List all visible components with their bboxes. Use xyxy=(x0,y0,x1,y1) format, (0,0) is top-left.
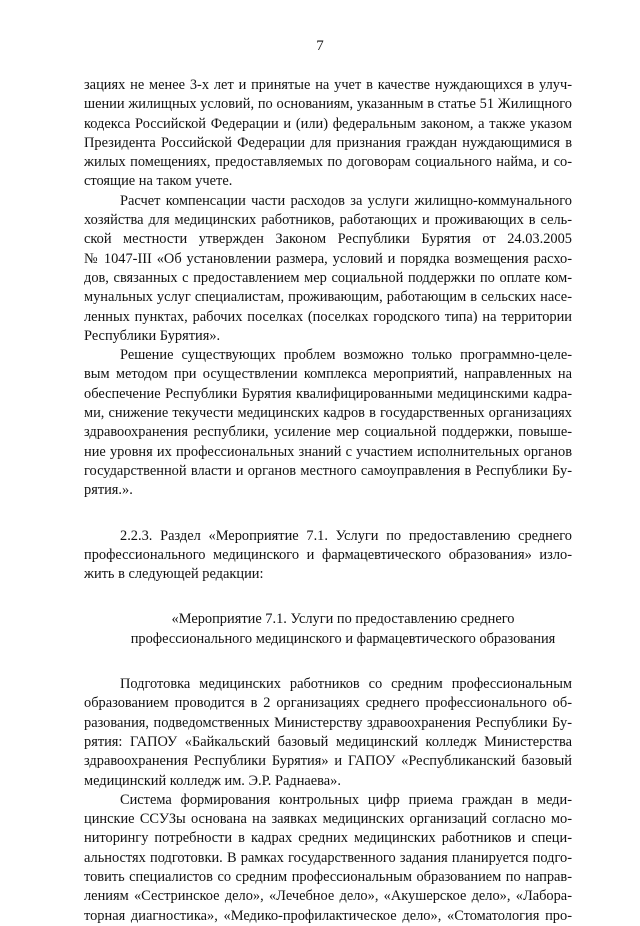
text-line: хозяйства для медицинских работников, работающих и проживающих в сель- xyxy=(84,212,572,229)
text-line: ской местности утвержден Законом Республики Бурятия от 24.03.2005 xyxy=(84,231,572,248)
heading-line: «Мероприятие 7.1. Услуги по предоставлению среднего xyxy=(171,611,515,628)
text-line: здравоохранения Республики Бурятия» и ГАПОУ «Республиканский базовый xyxy=(84,753,572,770)
text-line: ми, снижение текучести медицинских кадров в государственных организациях xyxy=(84,405,572,422)
text-line: цинские ССУЗы основана на заявках медицинских организаций согласно мо- xyxy=(84,811,572,828)
text-line: дов, связанных с предоставлением мер социальной поддержки по оплате ком- xyxy=(84,269,572,286)
text-line: рятия: ГАПОУ «Байкальский базовый медицинский колледж Министерства xyxy=(84,733,572,750)
text-line: лениям «Сестринское дело», «Лечебное дело», «Акушерское дело», «Лабора- xyxy=(84,888,572,905)
text-line: обеспечение Республики Бурятия квалифицированными медицинскими кадра- xyxy=(84,385,572,402)
text-line: шении жилищных условий, по основаниям, указанным в статье 51 Жилищного xyxy=(84,96,572,113)
text-line: ленных пунктах, рабочих поселках (поселках городского типа) на территории xyxy=(84,308,572,325)
text-line: кодекса Российской Федерации и (или) федеральным законом, а также указом xyxy=(84,115,572,132)
text-line: образованием проводится в 2 организациях среднего профессионального об- xyxy=(84,695,572,712)
text-line: Подготовка медицинских работников со средним профессиональным xyxy=(120,676,572,693)
text-line: № 1047-III «Об установлении размера, условий и порядка возмещения расхо- xyxy=(84,250,572,267)
text-line: ние уровня их профессиональных знаний с участием исполнительных органов xyxy=(84,443,572,460)
text-line: Республики Бурятия». xyxy=(84,327,221,344)
text-line: жилых помещениях, предоставляемых по договорам социального найма, и со- xyxy=(84,154,572,171)
text-line: альностях подготовки. В рамках государственного задания планируется подго- xyxy=(84,849,572,866)
text-line: Президента Российской Федерации для признания граждан нуждающимися в xyxy=(84,134,572,151)
text-line: вым методом при осуществлении комплекса мероприятий, направленных на xyxy=(84,366,572,383)
text-line: разования, подведомственных Министерству здравоохранения Республики Бу- xyxy=(84,714,572,731)
paragraph xyxy=(84,192,572,346)
document-body xyxy=(84,76,572,926)
paragraph xyxy=(84,76,572,192)
text-line: медицинский колледж им. Э.Р. Раднаева». xyxy=(84,772,341,789)
text-line: государственной власти и органов местного самоуправления в Республики Бу- xyxy=(84,462,572,479)
text-line: товить специалистов со средним профессиональным образованием по направ- xyxy=(84,868,572,885)
text-line: профессионального медицинского и фармацевтического образования» изло- xyxy=(84,546,572,563)
text-line: здравоохранения республики, усиление мер социальной поддержки, повыше- xyxy=(84,424,572,441)
paragraph xyxy=(84,346,572,500)
text-line: ниторингу потребности в кадрах средних медицинских работников и специ- xyxy=(84,830,572,847)
page-number: 7 xyxy=(316,38,324,54)
paragraph xyxy=(84,527,572,585)
text-line: Расчет компенсации части расходов за услуги жилищно-коммунального xyxy=(120,192,572,209)
heading-line: профессионального медицинского и фармацевтического образования xyxy=(130,630,556,647)
text-line: торная диагностика», «Медико-профилактическое дело», «Стоматология про- xyxy=(84,907,572,924)
paragraph xyxy=(84,675,572,791)
text-line: 2.2.3. Раздел «Мероприятие 7.1. Услуги по предоставлению среднего xyxy=(120,527,572,544)
text-line: рятия.». xyxy=(84,482,133,499)
paragraph xyxy=(84,791,572,926)
text-line: стоящие на таком учете. xyxy=(84,173,233,190)
text-line: жить в следующей редакции: xyxy=(84,566,264,583)
text-line: мунальных услуг специалистам, проживающим, работающим в сельских насе- xyxy=(84,289,572,306)
section-heading xyxy=(84,610,572,649)
text-line: Решение существующих проблем возможно только программно-целе- xyxy=(120,347,572,364)
text-line: Система формирования контрольных цифр приема граждан в меди- xyxy=(120,791,572,808)
text-line: зациях не менее 3-х лет и принятые на учет в качестве нуждающихся в улуч- xyxy=(84,77,572,93)
